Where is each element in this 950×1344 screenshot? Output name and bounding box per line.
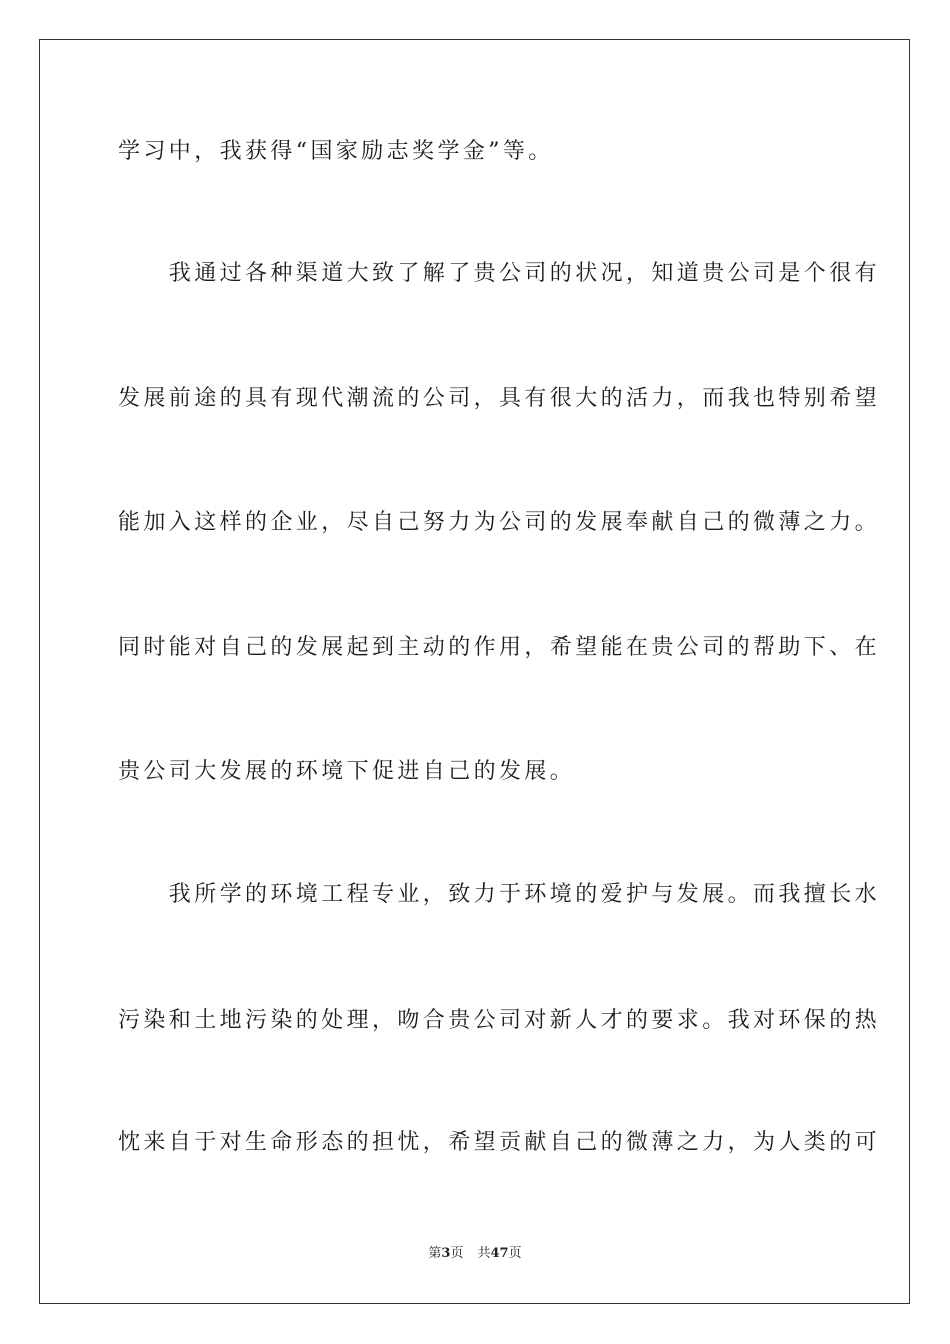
page-border	[39, 39, 910, 1304]
text-line-9: 忱来自于对生命形态的担忧，希望贡献自己的微薄之力，为人类的可	[118, 1130, 881, 1155]
text-line-6: 贵公司大发展的环境下促进自己的发展。	[118, 759, 576, 784]
total-suffix: 页	[508, 1246, 522, 1261]
page-footer	[0, 1245, 950, 1263]
page-suffix: 页	[450, 1246, 464, 1261]
text-line-5: 同时能对自己的发展起到主动的作用，希望能在贵公司的帮助下、在	[118, 635, 881, 660]
text-line-8: 污染和土地污染的处理，吻合贵公司对新人才的要求。我对环保的热	[118, 1008, 881, 1033]
text-line-3: 发展前途的具有现代潮流的公司，具有很大的活力，而我也特别希望	[118, 386, 881, 411]
text-line-2: 我通过各种渠道大致了解了贵公司的状况，知道贵公司是个很有	[118, 261, 881, 286]
text-line-1: 学习中，我获得“国家励志奖学金”等。	[118, 139, 554, 164]
text-line-4: 能加入这样的企业，尽自己努力为公司的发展奉献自己的微薄之力。	[118, 510, 881, 535]
page-prefix: 第	[428, 1246, 442, 1261]
total-pages: 47	[490, 1246, 509, 1261]
text-line-7: 我所学的环境工程专业，致力于环境的爱护与发展。而我擅长水	[118, 882, 881, 907]
page-number: 3	[441, 1246, 451, 1261]
total-prefix: 共	[477, 1246, 491, 1261]
